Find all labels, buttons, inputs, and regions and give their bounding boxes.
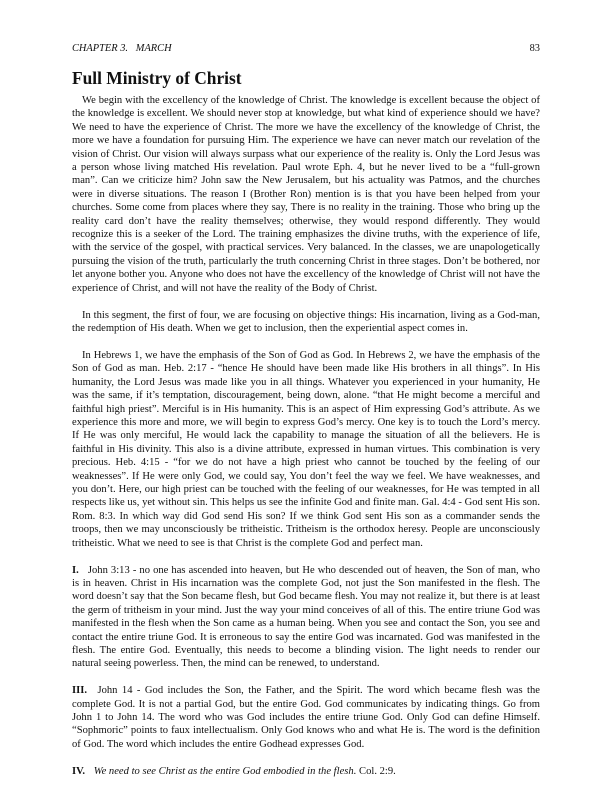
point-item: [72, 765, 540, 778]
paragraph: In this segment, the first of four, we are focusing on objective things: His incarnation, living as a God-man, the redemption of His death. When we get to inclusion, then the experiential aspect comes in.: [72, 309, 540, 334]
running-head: [72, 43, 540, 57]
paragraph: In Hebrews 1, we have the emphasis of the Son of God as God. In Hebrews 2, we have the emphasis of the Son of God as man. Heb. 2:17 - “hence He should have been made like His brothers in all things”. In His humanity, the Lord Jesus was made like you in all things. Whatever you experienced in your humanity, He was the same, if it’s temptation, discouragement, being down, alone. “that He might become a merciful and faithful high priest”. Merciful is in His humanity. This is an aspect of Him expressing God’s attribute. As we experience this more and more, we will begin to express God’s mercy. One key is to touch the Lord’s mercy. If He was only merciful, He would lack the capability to manage the situation of all the believers. He is faithful in His divinity. This also is a divine attribute, expressed in human virtues. This combination is very precious. Heb. 4:15 - “for we do not have a high priest who cannot be touched by the feeling of our weaknesses”. If He were only God, we could say, You don’t feel the way we feel. We have weaknesses, and you don’t. Here, our high priest can be touched with the feeling of our weaknesses, for He was tempted in all respects like us, yet without sin. This helps us see the infinite God and finite man. Gal. 4:4 - God sent His son. Rom. 8:3. In which way did God send His son? If we think God sent His son as a commander sends the troops, then we may unconsciously be tritheistic. Tritheism is the orthodox heresy. People are unconsciously tritheistic. What we need to see is that Christ is the complete God and perfect man.: [72, 349, 540, 549]
point-item: [72, 564, 540, 671]
point-numeral: I.: [72, 564, 79, 576]
point-item: [72, 684, 540, 751]
chapter-heading: CHAPTER 3. MARCH: [72, 43, 172, 54]
paragraph: We begin with the excellency of the knowledge of Christ. The knowledge is excellent because the object of the knowledge is excellent. We should never stop at knowledge, but what kind of experience should we have? We need to have the experience of Christ. The more we have the excellency of the knowledge of Christ, the more we have a foundation for pursuing Him. The experience we have can never match our revelation of the vision of Christ. Our vision will always surpass what our experience of the reality is. Only the Lord Jesus was a person whose living matched His revelation. Paul wrote Eph. 4, but he never lived to be a “full-grown man”. Can we criticize him? John saw the New Jerusalem, but his actuality was Patmos, and the churches were in diverse situations. The reason I (Brother Ron) mention is is that you have been helped from your churches. Some come from places where they say, There is no reality in the training. Those who bring up the reality card don’t have the reality themselves; otherwise, they would respond differently. They would recognize this is a seeker of the Lord. The training emphasizes the divine truths, with the experience of life, with the service of the gospel, with practical services. Very balanced. In the classes, we are unapologetically pursuing the vision of the truth, particularly the truth concerning Christ in three stages. Don’t be bothered, nor let anyone bother you. Anyone who does not have the excellency of the knowledge of Christ will not have the experience of Christ, and will not have the reality of the Body of Christ.: [72, 95, 540, 294]
point-text: Col. 2:9.: [359, 765, 396, 777]
point-numeral: III.: [72, 685, 88, 697]
point-text: John 3:13 - no one has ascended into heaven, but He who descended out of heaven, the Son of man, who is in heaven. Christ in His incarnation was the complete God, not just the Son manifested in the flesh. The word doesn’t say that the Son became flesh, but God became flesh. You may not realize it, but there is at least the germ of tritheism in your mind. Just the way your mind conceives of all of this. The entire triune God was manifested in the flesh when the Son came as a human being. When you see and contact the Son, you see and contact the entire triune God. It is erroneous to say the entire God was incarnated. God was manifested in the flesh. The entire God. Eventually, this needs to become a blinding vision. The light needs to render our natural seeing powerless. Then, the mind can be renewed, to understand.: [72, 564, 540, 670]
page-number: 83: [529, 43, 540, 54]
body-text: [72, 94, 540, 778]
point-emphasis: We need to see Christ as the entire God embodied in the flesh.: [93, 765, 357, 777]
point-text: John 14 - God includes the Son, the Father, and the Spirit. The word which became flesh was the complete God. It is not a partial God, but the entire God. God communicates by indicating things. Go from John 1 to John 14. The word who was God includes the entire triune God. Only God can define Himself. “Sophmoric” points to faux intellectualism. Only God knows who and what He is. The word is the definition of God. The word which includes the entire Godhead expresses God.: [72, 685, 540, 750]
section-title: Full Ministry of Christ: [72, 68, 242, 88]
point-numeral: IV.: [72, 765, 86, 777]
